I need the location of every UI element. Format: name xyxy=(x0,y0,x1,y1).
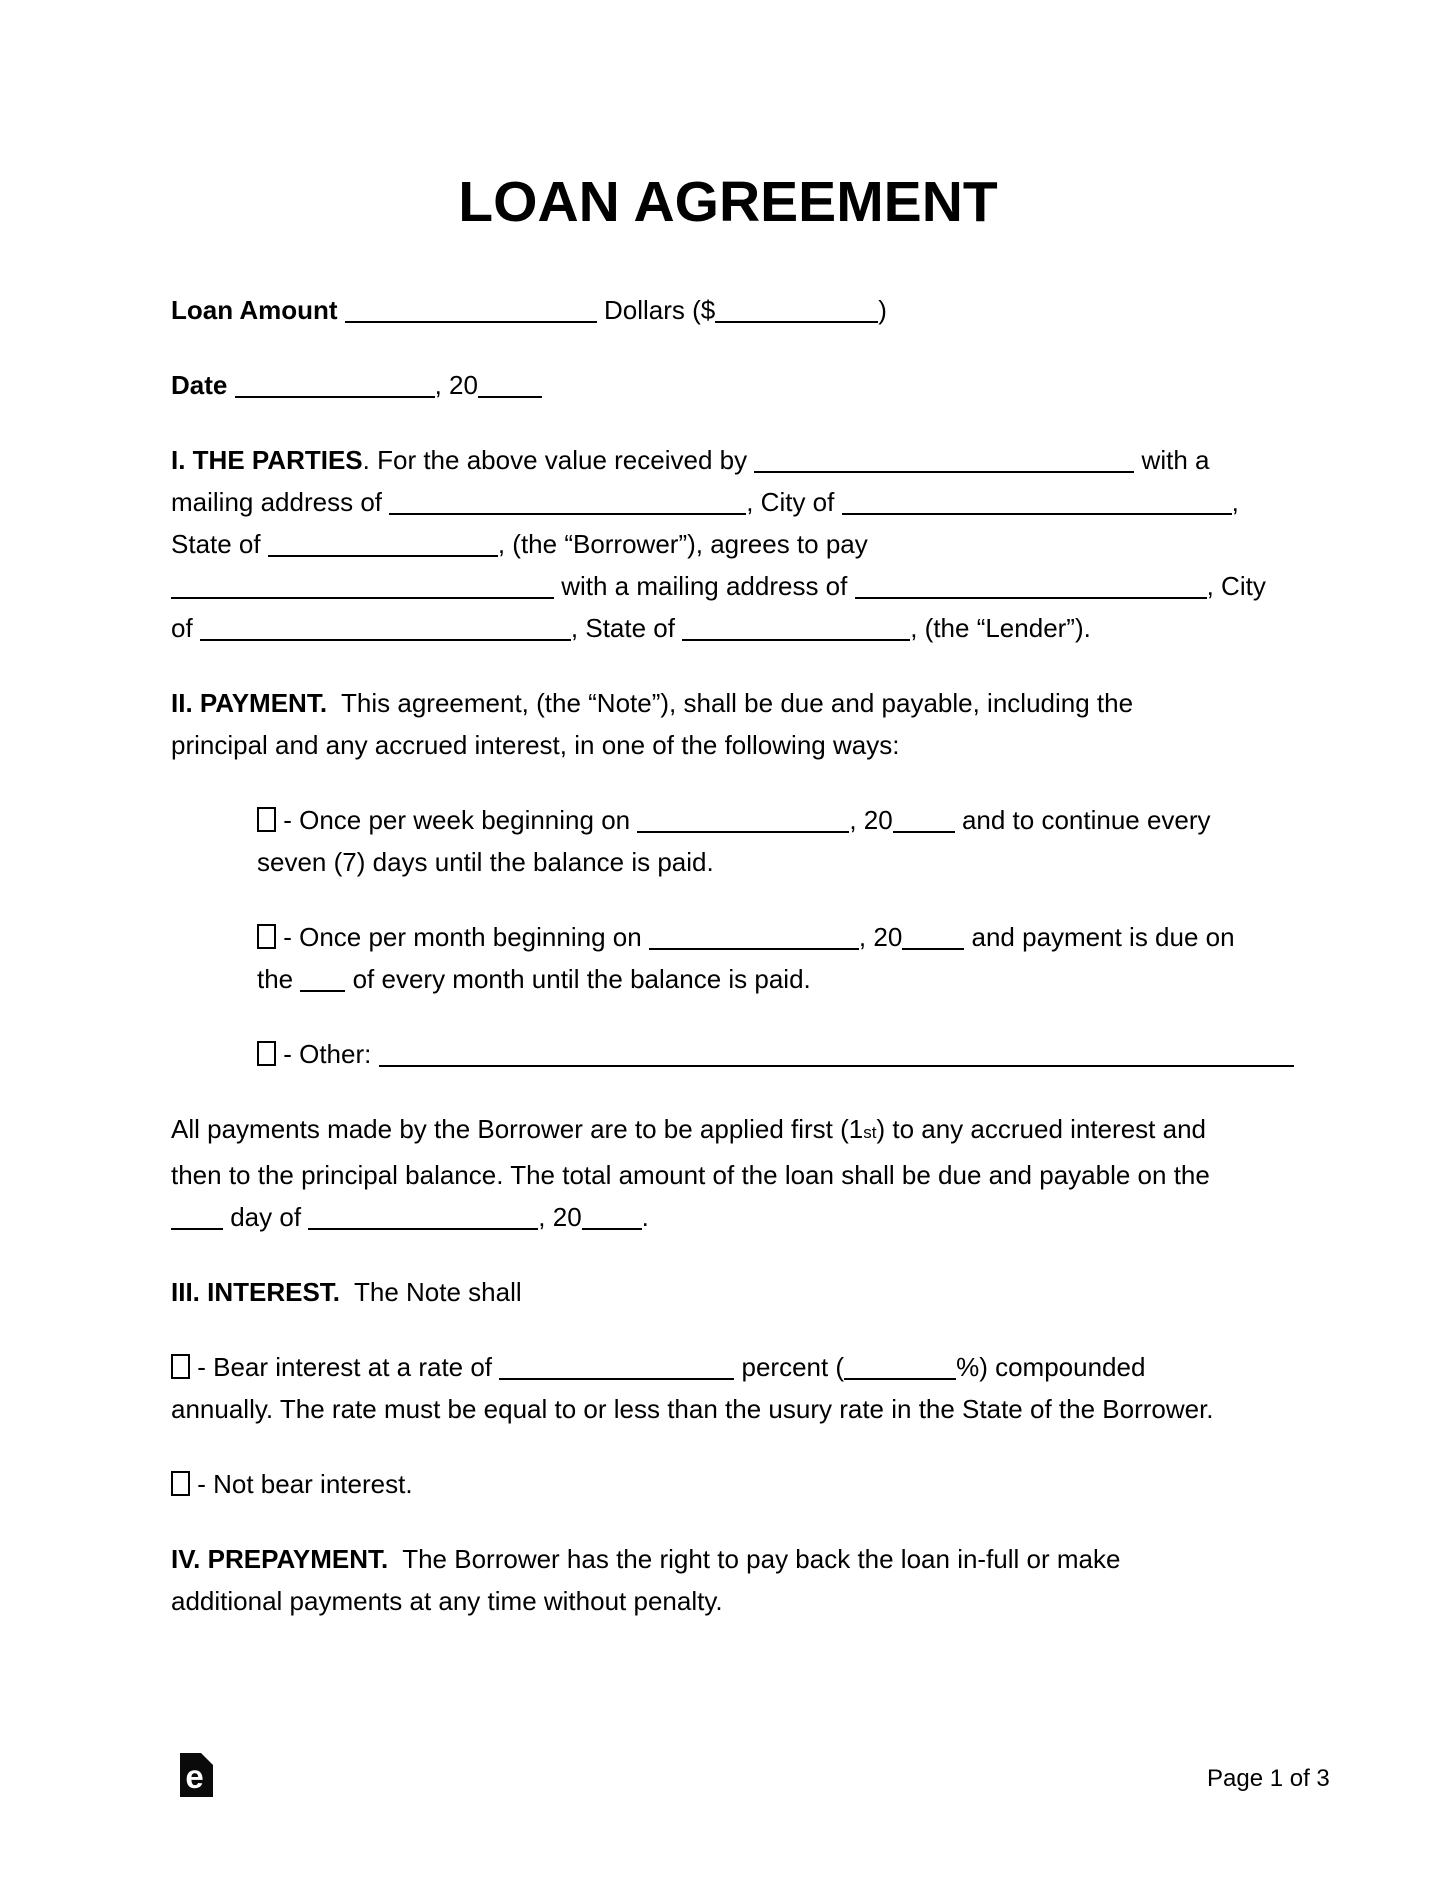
blank-field[interactable] xyxy=(345,321,597,323)
text-segment: , 20 xyxy=(434,370,478,400)
blank-field[interactable] xyxy=(200,639,571,641)
text-segment: , 20 xyxy=(858,922,903,952)
loan-amount-line xyxy=(171,289,1285,331)
text-line xyxy=(171,724,1285,766)
text-line xyxy=(171,1108,1285,1154)
text-segment: . For the above value received by xyxy=(362,445,755,475)
blank-field[interactable] xyxy=(268,555,498,557)
text-segment: All payments made by the Borrower are to be applied first (1 xyxy=(171,1114,864,1144)
blank-field[interactable] xyxy=(389,513,746,515)
blank-field[interactable] xyxy=(171,597,554,599)
blank-field[interactable] xyxy=(308,1228,538,1230)
checkbox[interactable] xyxy=(257,924,276,949)
text-segment: Dollars ($ xyxy=(596,295,716,325)
text-line xyxy=(171,1580,1285,1622)
text-segment: mailing address of xyxy=(171,487,390,517)
text-segment: , State of xyxy=(570,613,683,643)
document-body xyxy=(171,170,1285,1655)
blank-field[interactable] xyxy=(235,396,435,398)
text-segment: and payment is due on xyxy=(964,922,1235,952)
blank-field[interactable] xyxy=(902,948,964,950)
text-line xyxy=(171,1196,1285,1238)
text-line xyxy=(171,1154,1285,1196)
prepayment-paragraph xyxy=(171,1538,1285,1622)
text-segment: , City xyxy=(1206,571,1266,601)
page-number-label: Page 1 of 3 xyxy=(1207,1765,1330,1792)
text-line xyxy=(171,1346,1285,1388)
eforms-logo xyxy=(180,1753,213,1797)
logo-letter: e xyxy=(185,1758,204,1795)
text-line xyxy=(171,607,1285,649)
text-segment: of every month until the balance is paid. xyxy=(345,964,811,994)
payment-paragraph xyxy=(171,682,1285,766)
text-line xyxy=(171,523,1285,565)
section-label: Loan Amount xyxy=(171,295,345,325)
section-label: Date xyxy=(171,370,235,400)
text-segment: . xyxy=(641,1202,649,1232)
blank-field[interactable] xyxy=(754,471,1134,473)
text-segment: with a xyxy=(1134,445,1210,475)
blank-field[interactable] xyxy=(582,1228,642,1230)
text-line xyxy=(257,1033,1285,1075)
weekly-payment-option xyxy=(257,799,1285,883)
text-segment: - Once per week beginning on xyxy=(276,805,638,835)
blank-field[interactable] xyxy=(379,1065,1294,1067)
text-segment: ) xyxy=(878,295,887,325)
text-segment: then to the principal balance. The total amount of the loan shall be due and payable on the xyxy=(171,1160,1210,1190)
text-line xyxy=(171,1388,1285,1430)
monthly-payment-option xyxy=(257,916,1285,1000)
blank-field[interactable] xyxy=(844,1378,956,1380)
section-label: IV. PREPAYMENT. xyxy=(171,1544,389,1574)
blank-field[interactable] xyxy=(855,597,1207,599)
text-line xyxy=(171,439,1285,481)
text-segment: The Note shall xyxy=(340,1277,522,1307)
text-segment: of xyxy=(171,613,200,643)
checkbox[interactable] xyxy=(171,1354,190,1379)
blank-field[interactable] xyxy=(715,321,878,323)
section-label: II. PAYMENT. xyxy=(171,688,328,718)
blank-field[interactable] xyxy=(300,990,345,992)
paragraphs-container xyxy=(171,289,1285,1622)
text-segment: - Once per month beginning on xyxy=(276,922,649,952)
text-line xyxy=(257,958,1285,1000)
text-segment: , xyxy=(1231,487,1239,517)
text-segment: percent ( xyxy=(734,1352,845,1382)
payments-application-paragraph xyxy=(171,1108,1285,1238)
blank-field[interactable] xyxy=(478,396,542,398)
page-title: LOAN AGREEMENT xyxy=(458,170,998,234)
text-line xyxy=(257,841,1285,883)
text-segment: principal and any accrued interest, in one of the following ways: xyxy=(171,730,900,760)
parties-paragraph xyxy=(171,439,1285,649)
text-segment: , (the “Borrower”), agrees to pay xyxy=(497,529,868,559)
text-line xyxy=(257,799,1285,841)
text-line xyxy=(171,364,1285,406)
text-line xyxy=(171,1463,1285,1505)
text-segment: seven (7) days until the balance is paid. xyxy=(257,847,714,877)
date-line xyxy=(171,364,1285,406)
text-segment: with a mailing address of xyxy=(554,571,855,601)
text-segment: annually. The rate must be equal to or less than the usury rate in the State of the Borrower. xyxy=(171,1394,1214,1424)
text-line xyxy=(257,916,1285,958)
text-segment: , 20 xyxy=(538,1202,582,1232)
text-line xyxy=(171,1538,1285,1580)
section-label: I. THE PARTIES xyxy=(171,445,363,475)
blank-field[interactable] xyxy=(893,831,955,833)
blank-field[interactable] xyxy=(682,639,910,641)
text-segment: ) to any accrued interest and xyxy=(876,1114,1206,1144)
text-line xyxy=(171,481,1285,523)
checkbox[interactable] xyxy=(171,1471,190,1496)
text-segment: day of xyxy=(223,1202,309,1232)
text-line xyxy=(171,565,1285,607)
text-segment: This agreement, (the “Note”), shall be due and payable, including the xyxy=(327,688,1134,718)
interest-heading xyxy=(171,1271,1285,1313)
text-segment: The Borrower has the right to pay back the loan in-full or make xyxy=(388,1544,1121,1574)
text-segment: %) compounded xyxy=(956,1352,1146,1382)
text-line xyxy=(171,289,1285,331)
text-segment: - Bear interest at a rate of xyxy=(190,1352,500,1382)
blank-field[interactable] xyxy=(637,831,849,833)
text-segment: , 20 xyxy=(849,805,893,835)
blank-field[interactable] xyxy=(842,513,1232,515)
other-payment-option xyxy=(257,1033,1285,1075)
text-segment: - Other: xyxy=(276,1039,379,1069)
text-segment: , City of xyxy=(746,487,842,517)
blank-field[interactable] xyxy=(649,948,859,950)
text-segment: - Not bear interest. xyxy=(190,1469,413,1499)
bear-interest-option xyxy=(171,1346,1285,1430)
text-segment: and to continue every xyxy=(954,805,1211,835)
text-segment: st xyxy=(863,1123,877,1142)
checkbox[interactable] xyxy=(257,1041,276,1066)
text-line xyxy=(171,1271,1285,1313)
text-segment: State of xyxy=(171,529,268,559)
text-line xyxy=(171,682,1285,724)
checkbox[interactable] xyxy=(257,807,276,832)
blank-field[interactable] xyxy=(171,1228,223,1230)
text-segment: additional payments at any time without penalty. xyxy=(171,1586,723,1616)
text-segment: the xyxy=(257,964,301,994)
section-label: III. INTEREST. xyxy=(171,1277,341,1307)
no-interest-option xyxy=(171,1463,1285,1505)
blank-field[interactable] xyxy=(499,1378,734,1380)
text-segment: , (the “Lender”). xyxy=(910,613,1091,643)
